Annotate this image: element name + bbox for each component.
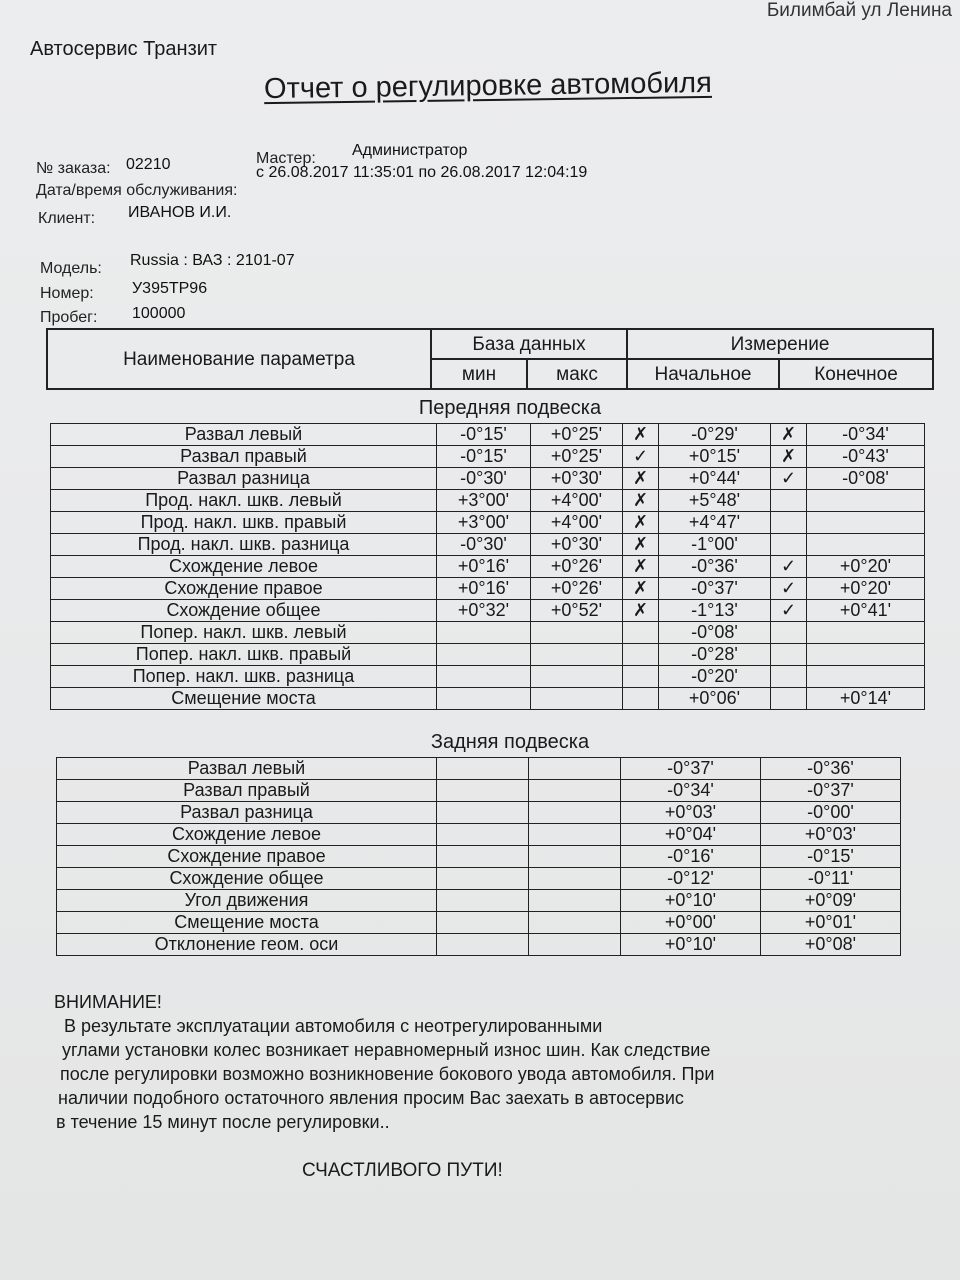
warning-line: после регулировки возможно возникновение бокового увода автомобиля. При	[60, 1064, 715, 1084]
final-value: -0°11'	[761, 868, 901, 890]
initial-value: -0°08'	[659, 622, 771, 644]
datetime-value: с 26.08.2017 11:35:01 по 26.08.2017 12:04:19	[256, 164, 588, 181]
initial-value: +5°48'	[659, 490, 771, 512]
db-min: -0°15'	[437, 446, 531, 468]
table-row	[51, 490, 925, 512]
db-min: -0°15'	[437, 424, 531, 446]
initial-value: -0°37'	[621, 758, 761, 780]
initial-value: +0°10'	[621, 934, 761, 956]
param-name: Развал левый	[51, 424, 437, 446]
db-max	[529, 802, 621, 824]
db-max	[531, 688, 623, 710]
initial-status-icon: ✓	[623, 446, 659, 468]
param-name: Схождение правое	[57, 846, 437, 868]
db-min: +0°32'	[437, 600, 531, 622]
initial-status-icon: ✗	[623, 600, 659, 622]
rear-table	[56, 757, 901, 956]
final-status-icon: ✓	[771, 578, 807, 600]
warning-line: В результате эксплуатации автомобиля с неотрегулированными	[64, 1016, 603, 1036]
db-min	[437, 644, 531, 666]
master-label: Мастер:	[256, 150, 316, 167]
plate-label: Номер:	[40, 285, 94, 302]
initial-value: +0°00'	[621, 912, 761, 934]
initial-status-icon: ✗	[623, 534, 659, 556]
param-name: Развал правый	[57, 780, 437, 802]
initial-value: +0°03'	[621, 802, 761, 824]
header-param: Наименование параметра	[47, 329, 431, 389]
table-row	[51, 468, 925, 490]
final-value: -0°34'	[807, 424, 925, 446]
final-status-icon	[771, 490, 807, 512]
farewell-text: СЧАСТЛИВОГО ПУТИ!	[302, 1160, 503, 1181]
table-row	[51, 424, 925, 446]
warning-title: ВНИМАНИЕ!	[54, 992, 162, 1012]
db-max	[531, 644, 623, 666]
db-min	[437, 890, 529, 912]
initial-status-icon	[623, 644, 659, 666]
initial-status-icon: ✗	[623, 578, 659, 600]
company-name: Автосервис Транзит	[30, 38, 218, 60]
initial-status-icon: ✗	[623, 512, 659, 534]
param-name: Попер. накл. шкв. правый	[51, 644, 437, 666]
table-row	[57, 934, 901, 956]
final-value: -0°36'	[761, 758, 901, 780]
param-name: Схождение общее	[57, 868, 437, 890]
param-name: Развал правый	[51, 446, 437, 468]
initial-status-icon: ✗	[623, 424, 659, 446]
initial-status-icon	[623, 666, 659, 688]
final-status-icon	[771, 688, 807, 710]
db-max: +0°30'	[531, 534, 623, 556]
table-row	[57, 802, 901, 824]
table-row	[51, 600, 925, 622]
rear-section-title: Задняя подвеска	[430, 731, 590, 753]
db-min	[437, 868, 529, 890]
db-max	[531, 622, 623, 644]
db-max: +0°52'	[531, 600, 623, 622]
model-value: Russia : ВАЗ : 2101-07	[130, 252, 295, 269]
db-max	[529, 934, 621, 956]
initial-value: +0°10'	[621, 890, 761, 912]
location-text: Билимбай ул Ленина	[766, 0, 952, 21]
table-row	[51, 644, 925, 666]
db-min	[437, 758, 529, 780]
db-min: +3°00'	[437, 490, 531, 512]
final-value	[807, 622, 925, 644]
db-max: +0°30'	[531, 468, 623, 490]
mileage-label: Пробег:	[40, 309, 98, 326]
initial-value: -0°36'	[659, 556, 771, 578]
db-max: +4°00'	[531, 490, 623, 512]
table-row	[51, 688, 925, 710]
final-value	[807, 490, 925, 512]
db-min	[437, 934, 529, 956]
final-value: +0°08'	[761, 934, 901, 956]
header-database: База данных	[431, 329, 627, 359]
initial-value: -1°13'	[659, 600, 771, 622]
table-header	[46, 328, 934, 390]
db-max: +4°00'	[531, 512, 623, 534]
initial-status-icon	[623, 688, 659, 710]
initial-value: -0°37'	[659, 578, 771, 600]
table-row	[51, 666, 925, 688]
initial-value: +0°15'	[659, 446, 771, 468]
final-value: -0°43'	[807, 446, 925, 468]
header-min: мин	[431, 359, 527, 389]
final-value: +0°03'	[761, 824, 901, 846]
initial-status-icon	[623, 622, 659, 644]
initial-value: -0°28'	[659, 644, 771, 666]
final-status-icon: ✓	[771, 468, 807, 490]
client-value: ИВАНОВ И.И.	[128, 204, 232, 221]
table-row	[51, 446, 925, 468]
front-section-title: Передняя подвеска	[418, 397, 602, 419]
report-title: Отчет о регулировке автомобиля	[263, 66, 713, 106]
db-max	[529, 846, 621, 868]
initial-status-icon: ✗	[623, 490, 659, 512]
client-label: Клиент:	[38, 210, 96, 227]
initial-status-icon: ✗	[623, 468, 659, 490]
param-name: Угол движения	[57, 890, 437, 912]
master-value: Администратор	[352, 142, 468, 159]
db-max	[529, 868, 621, 890]
table-row	[57, 868, 901, 890]
final-value: +0°01'	[761, 912, 901, 934]
initial-value: +0°06'	[659, 688, 771, 710]
table-row	[57, 780, 901, 802]
final-value: +0°09'	[761, 890, 901, 912]
param-name: Попер. накл. шкв. левый	[51, 622, 437, 644]
initial-value: -0°20'	[659, 666, 771, 688]
param-name: Прод. накл. шкв. разница	[51, 534, 437, 556]
param-name: Смещение моста	[57, 912, 437, 934]
initial-value: -0°12'	[621, 868, 761, 890]
param-name: Отклонение геом. оси	[57, 934, 437, 956]
db-min	[437, 666, 531, 688]
param-name: Схождение правое	[51, 578, 437, 600]
param-name: Прод. накл. шкв. левый	[51, 490, 437, 512]
final-value	[807, 644, 925, 666]
final-value: +0°20'	[807, 556, 925, 578]
table-row	[57, 890, 901, 912]
db-min	[437, 780, 529, 802]
db-min: +0°16'	[437, 578, 531, 600]
initial-value: +4°47'	[659, 512, 771, 534]
db-min: +0°16'	[437, 556, 531, 578]
header-final: Конечное	[779, 359, 933, 389]
db-max	[529, 912, 621, 934]
final-status-icon: ✓	[771, 556, 807, 578]
param-name: Развал левый	[57, 758, 437, 780]
table-row	[57, 758, 901, 780]
final-value: -0°08'	[807, 468, 925, 490]
final-status-icon	[771, 512, 807, 534]
db-max	[531, 666, 623, 688]
db-min: +3°00'	[437, 512, 531, 534]
param-name: Развал разница	[57, 802, 437, 824]
db-min: -0°30'	[437, 534, 531, 556]
table-row	[57, 846, 901, 868]
final-value	[807, 512, 925, 534]
table-row	[51, 578, 925, 600]
db-max	[529, 758, 621, 780]
db-max	[529, 780, 621, 802]
warning-line: углами установки колес возникает неравномерный износ шин. Как следствие	[62, 1040, 711, 1060]
order-label: № заказа:	[36, 160, 111, 177]
param-name: Схождение левое	[57, 824, 437, 846]
db-max: +0°25'	[531, 446, 623, 468]
db-min	[437, 846, 529, 868]
db-max: +0°26'	[531, 556, 623, 578]
param-name: Прод. накл. шкв. правый	[51, 512, 437, 534]
table-row	[57, 912, 901, 934]
table-row	[51, 556, 925, 578]
final-value: +0°41'	[807, 600, 925, 622]
param-name: Попер. накл. шкв. разница	[51, 666, 437, 688]
warning-line: наличии подобного остаточного явления просим Вас заехать в автосервис	[58, 1088, 684, 1108]
param-name: Развал разница	[51, 468, 437, 490]
initial-value: +0°04'	[621, 824, 761, 846]
header-initial: Начальное	[627, 359, 779, 389]
param-name: Смещение моста	[51, 688, 437, 710]
db-min	[437, 622, 531, 644]
initial-value: -1°00'	[659, 534, 771, 556]
final-value	[807, 666, 925, 688]
db-max: +0°26'	[531, 578, 623, 600]
initial-value: +0°44'	[659, 468, 771, 490]
order-number: 02210	[126, 156, 171, 173]
final-status-icon	[771, 534, 807, 556]
db-min	[437, 912, 529, 934]
table-row	[51, 622, 925, 644]
plate-value: У395ТР96	[132, 280, 208, 297]
warning-block	[54, 990, 814, 1134]
db-min	[437, 802, 529, 824]
db-max	[529, 824, 621, 846]
final-status-icon: ✗	[771, 424, 807, 446]
initial-value: -0°34'	[621, 780, 761, 802]
final-status-icon	[771, 666, 807, 688]
param-name: Схождение левое	[51, 556, 437, 578]
final-value	[807, 534, 925, 556]
param-name: Схождение общее	[51, 600, 437, 622]
header-measurement: Измерение	[627, 329, 933, 359]
final-value: -0°15'	[761, 846, 901, 868]
db-min	[437, 688, 531, 710]
header-max: макс	[527, 359, 627, 389]
datetime-label: Дата/время обслуживания:	[36, 182, 238, 199]
final-value: -0°00'	[761, 802, 901, 824]
db-max	[529, 890, 621, 912]
table-row	[57, 824, 901, 846]
final-value: +0°14'	[807, 688, 925, 710]
final-value: -0°37'	[761, 780, 901, 802]
table-row	[51, 512, 925, 534]
initial-value: -0°29'	[659, 424, 771, 446]
model-label: Модель:	[40, 260, 102, 277]
warning-line: в течение 15 минут после регулировки..	[56, 1112, 390, 1132]
final-value: +0°20'	[807, 578, 925, 600]
db-max: +0°25'	[531, 424, 623, 446]
final-status-icon	[771, 622, 807, 644]
db-min: -0°30'	[437, 468, 531, 490]
table-row	[51, 534, 925, 556]
db-min	[437, 824, 529, 846]
final-status-icon: ✓	[771, 600, 807, 622]
front-table	[50, 423, 925, 710]
final-status-icon	[771, 644, 807, 666]
initial-status-icon: ✗	[623, 556, 659, 578]
mileage-value: 100000	[132, 305, 186, 322]
initial-value: -0°16'	[621, 846, 761, 868]
final-status-icon: ✗	[771, 446, 807, 468]
